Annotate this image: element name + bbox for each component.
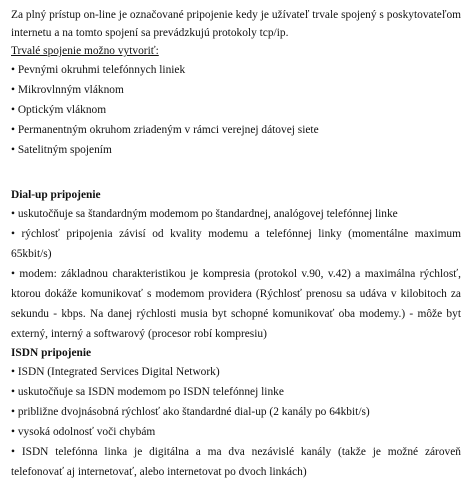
- list-item: • Permanentným okruhom zriadeným v rámci verejnej dátovej siete: [11, 124, 319, 136]
- list-item: • ISDN telefónna linka je digitálna a ma dva nezávislé kanály (takže je možné zároveň telefonovať aj internetovať, alebo internetovat po dvoch linkách): [11, 446, 461, 478]
- list-item: • Optickým vláknom: [11, 104, 107, 116]
- list-item: • približne dvojnásobná rýchlosť ako štandardné dial-up (2 kanály po 64kbit/s): [11, 406, 370, 418]
- list-item: • uskutočňuje sa štandardným modemom po štandardnej, analógovej telefónnej linke: [11, 208, 398, 220]
- list-item: • rýchlosť pripojenia závisí od kvality modemu a telefónnej linky (momentálne maximum 65kbit/s): [11, 228, 461, 260]
- list-item: • ISDN (Integrated Services Digital Network): [11, 366, 220, 378]
- list-item: • vysoká odolnosť voči chybám: [11, 426, 156, 438]
- list-item: • Mikrovlnným vláknom: [11, 84, 124, 96]
- list-item: • Pevnými okruhmi telefónnych liniek: [11, 64, 186, 76]
- dialup-heading: Dial-up pripojenie: [11, 189, 101, 201]
- section-gap: [11, 160, 461, 180]
- intro-paragraph: Za plný prístup on-line je označované pripojenie kedy je užívateľ trvale spojený s poskytovateľom internetu a na tomto spojení sa prevádzkujú protokoly tcp/ip.: [11, 9, 461, 39]
- list-item: • uskutočňuje sa ISDN modemom po ISDN telefónnej linke: [11, 386, 284, 398]
- document-page: [11, 6, 461, 482]
- list-item: • modem: základnou charakteristikou je kompresia (protokol v.90, v.42) a maximálna rýchlosť, ktorou dokáže komunikovať s modemom providera (Rýchlosť prenosu sa udáva v kilobitoch za sekundu - kbps. Na danej rýchlosti musia byt schopné komunikovať oba modemy.) - môže byt externý, interný a softwarový (procesor robí kompresiu): [11, 268, 461, 340]
- isdn-heading: ISDN pripojenie: [11, 347, 92, 359]
- list-item: • Satelitným spojením: [11, 144, 112, 156]
- list-heading: Trvalé spojenie možno vytvoriť:: [11, 45, 159, 57]
